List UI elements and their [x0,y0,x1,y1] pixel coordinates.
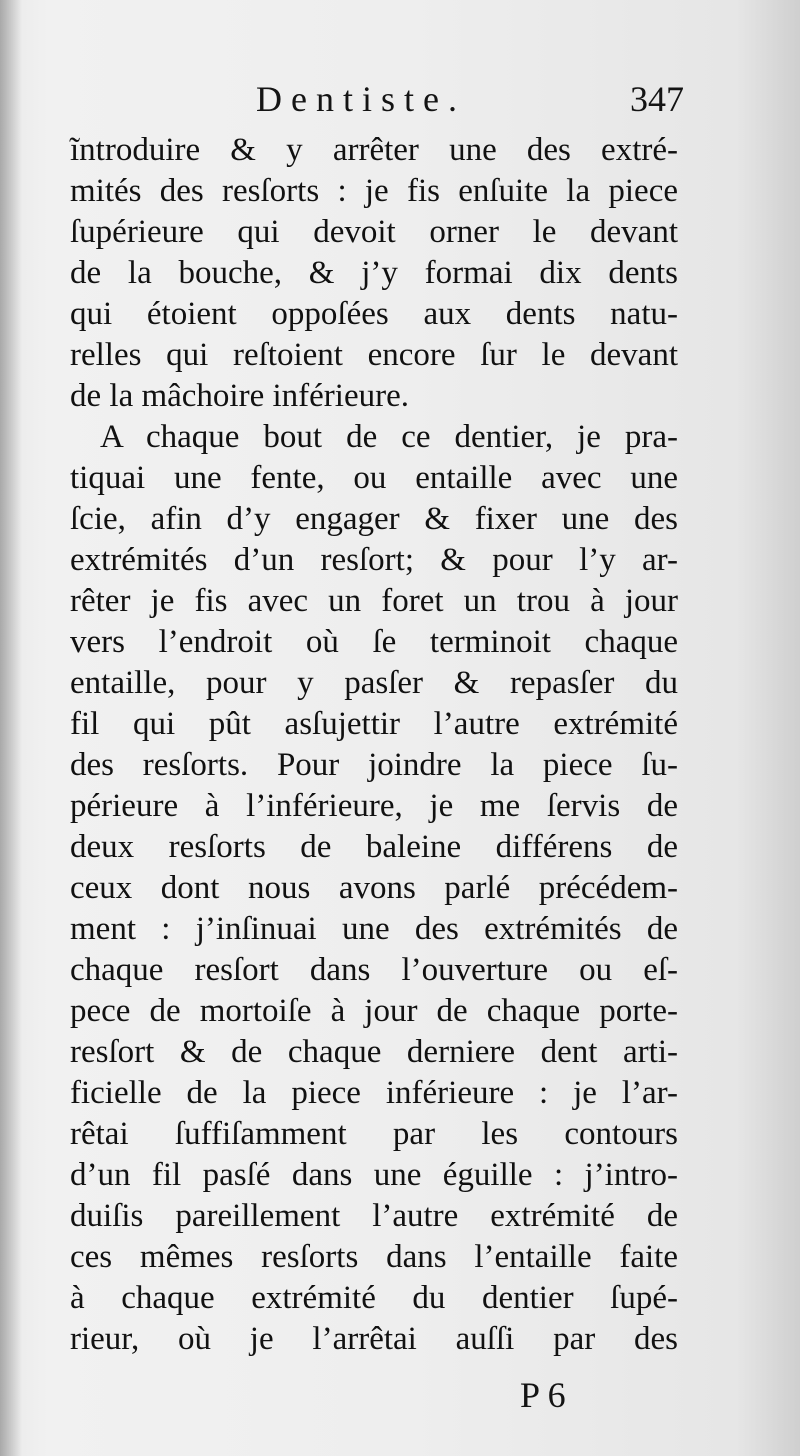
text-line: ment : j’inſinuai une des extrémités de [70,911,678,947]
text-line: extrémités d’un resſort; & pour l’y ar- [70,542,678,578]
running-head: Dentiste. [256,79,466,119]
signature-mark: P 6 [520,1375,566,1415]
gutter-shadow [0,0,22,1456]
page-header [64,78,684,126]
text-line: ces mêmes resſorts dans l’entaille faite [70,1239,678,1275]
text-line: rêtai ſuffiſamment par les contours [70,1116,678,1152]
text-line: fil qui pût asſujettir l’autre extrémité [70,706,678,742]
text-line: ĩntroduire & y arrêter une des extré- [70,132,678,168]
text-line: de la bouche, & j’y formai dix dents [70,255,678,291]
text-line: ſupérieure qui devoit orner le devant [70,214,678,250]
text-line: resſort & de chaque derniere dent arti- [70,1034,678,1070]
text-line: entaille, pour y pasſer & repasſer du [70,665,678,701]
text-line: tiquai une fente, ou entaille avec une [70,460,678,496]
text-line: relles qui reſtoient encore ſur le devant [70,337,678,373]
body-text [70,130,678,1360]
text-line: pece de mortoiſe à jour de chaque porte- [70,993,678,1029]
text-line: ſcie, afin d’y engager & fixer une des [70,501,678,537]
text-line: périeure à l’inférieure, je me ſervis de [70,788,678,824]
text-line: rêter je fis avec un foret un trou à jour [70,583,678,619]
text-line: duiſis pareillement l’autre extrémité de [70,1198,678,1234]
text-line: d’un fil pasſé dans une éguille : j’intro- [70,1157,678,1193]
text-line: mités des resſorts : je fis enſuite la piece [70,173,678,209]
text-line: deux resſorts de baleine différens de [70,829,678,865]
text-line: A chaque bout de ce dentier, je pra- [100,419,678,455]
text-line: des resſorts. Pour joindre la piece ſu- [70,747,678,783]
text-line: ceux dont nous avons parlé précédem- [70,870,678,906]
page-number: 347 [630,79,684,119]
text-line: à chaque extrémité du dentier ſupé- [70,1280,678,1316]
text-line: chaque resſort dans l’ouverture ou eſ- [70,952,678,988]
text-line: rieur, où je l’arrêtai auſſi par des [70,1321,678,1357]
text-line: de la mâchoire inférieure. [70,378,409,414]
text-line: ficielle de la piece inférieure : je l’ar- [70,1075,678,1111]
text-line: vers l’endroit où ſe terminoit chaque [70,624,678,660]
text-line: qui étoient oppoſées aux dents natu- [70,296,678,332]
